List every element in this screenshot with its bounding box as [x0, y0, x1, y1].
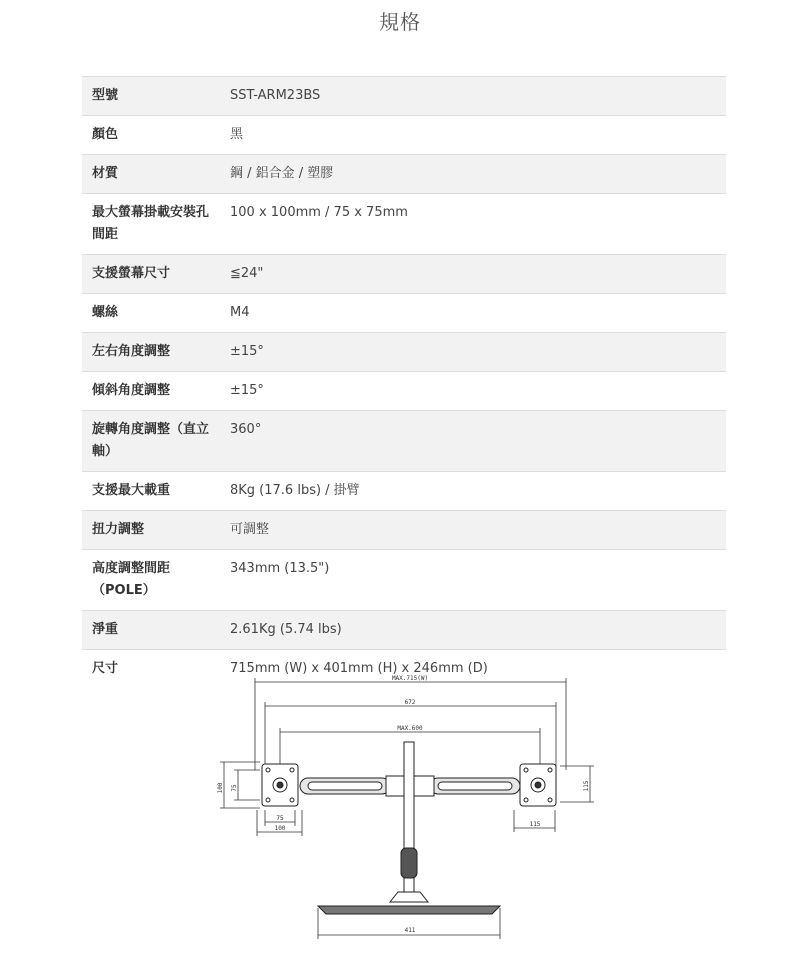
spec-value: M4 — [230, 305, 250, 320]
spec-row-torque — [82, 511, 726, 550]
spec-row-rotation — [82, 411, 726, 472]
spec-value: 343mm (13.5") — [230, 561, 330, 576]
spec-row-screw — [82, 294, 726, 333]
spec-label: 旋轉角度調整（直立軸） — [92, 422, 210, 459]
spec-row-model — [82, 77, 726, 116]
spec-row-height-range — [82, 550, 726, 611]
spec-value: 100 x 100mm / 75 x 75mm — [230, 205, 408, 220]
dim-label-715: MAX.715(W) — [391, 675, 429, 682]
spec-value: ≦24" — [230, 266, 264, 281]
spec-label: 尺寸 — [92, 661, 119, 676]
spec-label: 左右角度調整 — [92, 344, 171, 359]
dim-label-115-bottom: 115 — [529, 821, 541, 828]
spec-row-material — [82, 155, 726, 194]
spec-value: 360° — [230, 422, 262, 437]
spec-row-screen-size — [82, 255, 726, 294]
spec-value: 黑 — [230, 127, 244, 142]
spec-label: 傾斜角度調整 — [92, 383, 171, 398]
spec-label: 支援最大載重 — [92, 483, 171, 498]
dim-label-115-right: 115 — [583, 780, 590, 792]
dim-label-75-left: 75 — [231, 784, 238, 792]
spec-value: 8Kg (17.6 lbs) / 掛臂 — [230, 483, 360, 498]
spec-value: 鋼 / 鋁合金 / 塑膠 — [230, 166, 334, 181]
spec-label: 螺絲 — [92, 305, 119, 320]
spec-label: 淨重 — [92, 622, 119, 637]
dim-label-411: 411 — [404, 927, 416, 934]
spec-value: ±15° — [230, 383, 264, 398]
spec-value: ±15° — [230, 344, 264, 359]
dim-label-100-bottom: 100 — [274, 825, 286, 832]
spec-row-swivel — [82, 333, 726, 372]
dim-label-672: 672 — [404, 699, 416, 706]
spec-value: 可調整 — [230, 522, 270, 537]
base — [318, 906, 500, 914]
dim-label-100-left: 100 — [217, 782, 224, 794]
spec-label: 扭力調整 — [92, 522, 145, 537]
spec-row-max-load — [82, 472, 726, 511]
spec-value: 2.61Kg (5.74 lbs) — [230, 622, 342, 637]
left-vesa-bracket — [262, 764, 298, 806]
spec-label: 型號 — [92, 88, 119, 103]
right-vesa-bracket — [520, 764, 556, 806]
spec-label: 高度調整間距（POLE） — [92, 561, 171, 598]
spec-value: SST-ARM23BS — [230, 88, 321, 103]
dimension-diagram — [210, 670, 600, 950]
spec-label: 支援螢幕尺寸 — [92, 266, 171, 281]
pole — [390, 742, 428, 902]
spec-table — [82, 76, 726, 688]
dim-label-75-bottom: 75 — [276, 815, 284, 822]
spec-row-tilt — [82, 372, 726, 411]
page-title: 規格 — [379, 10, 421, 34]
spec-label: 顏色 — [92, 127, 119, 142]
spec-row-color — [82, 116, 726, 155]
dim-label-600: MAX.600 — [397, 725, 423, 732]
spec-row-vesa — [82, 194, 726, 255]
spec-row-net-weight — [82, 611, 726, 650]
spec-label: 材質 — [92, 166, 119, 181]
spec-label: 最大螢幕掛載安裝孔間距 — [92, 205, 210, 242]
spec-value: 715mm (W) x 401mm (H) x 246mm (D) — [230, 661, 488, 676]
